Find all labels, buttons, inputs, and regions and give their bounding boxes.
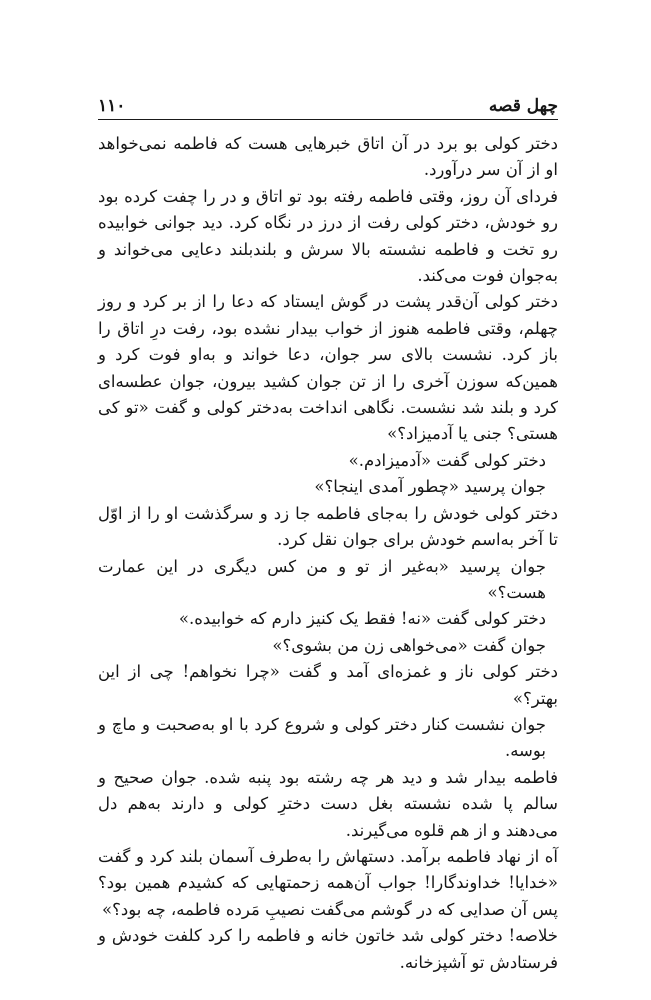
- paragraph: فردای آن روز، وقتی فاطمه رفته بود تو اتاق و در را چفت کرده بود رو خودش، دختر کولی رفت از درز در نگاه کرد. دید جوانی خوابیده رو تخت و فاطمه نشسته بالا سرش و بلندبلند دعایی می‌خواند و به‌جوان فوت می‌کند.: [98, 186, 558, 286]
- page-number: ۱۱۰: [98, 96, 126, 116]
- paragraph: جوان گفت «می‌خواهی زن من بشوی؟»: [272, 635, 546, 655]
- paragraph: دختر کولی گفت «آدمیزادم.»: [348, 450, 546, 470]
- paragraph: دختر کولی آن‌قدر پشت در گوش ایستاد که دعا را از بر کرد و روز چهلم، وقتی فاطمه هنوز از خواب بیدار نشده بود، رفت درِ اتاق را باز کرد. نشست بالای سر جوان، دعا خواند و به‌او فوت کرد و همین‌که سوزن آخری را از تن جوان کشید بیرون، جوان عطسه‌ای کرد و بلند شد نشست. نگاهی انداخت به‌دختر کولی و گفت «تو کی هستی؟ جنی یا آدمیزاد؟»: [98, 292, 558, 444]
- book-title: چهل قصه: [488, 96, 558, 116]
- paragraph: آه از نهاد فاطمه برآمد. دستهاش را به‌طرف آسمان بلند کرد و گفت «خدایا! خداوندگارا! جواب آن‌همه زحمتهایی که کشیدم همین بود؟ پس آن صدایی که در گوشم می‌گفت نصیبِ مَرده فاطمه، چه بود؟»: [98, 846, 558, 919]
- body-text: [98, 131, 558, 976]
- paragraph: جوان نشست کنار دختر کولی و شروع کرد با او به‌صحبت و ماچ و بوسه.: [98, 714, 546, 761]
- paragraph: جوان پرسید «چطور آمدی اینجا؟»: [314, 477, 546, 497]
- paragraph: فاطمه بیدار شد و دید هر چه رشته بود پنبه شده. جوان صحیح و سالم پا شده نشسته بغل دست دخترِ کولی و دارند به‌هم دل می‌دهند و از هم قلوه می‌گیرند.: [98, 767, 558, 840]
- paragraph: دختر کولی گفت «نه! فقط یک کنیز دارم که خوابیده.»: [178, 609, 546, 629]
- paragraph: خلاصه! دختر کولی شد خاتون خانه و فاطمه را کرد کلفت خودش و فرستادش تو آشپزخانه.: [98, 926, 558, 972]
- paragraph: جوان پرسید «به‌غیر از تو و من کس دیگری در این عمارت هست؟»: [98, 556, 546, 602]
- running-header: [98, 88, 558, 116]
- paragraph: دختر کولی بو برد در آن اتاق خبرهایی هست که فاطمه نمی‌خواهد او از آن سر درآورد.: [98, 134, 558, 180]
- paragraph: دختر کولی خودش را به‌جای فاطمه جا زد و سرگذشت او را از اوّل تا آخر به‌اسم خودش برای جوان نقل کرد.: [98, 503, 558, 550]
- header-rule: [98, 119, 558, 120]
- paragraph: دختر کولی ناز و غمزه‌ای آمد و گفت «چرا نخواهم! چی از این بهتر؟»: [98, 662, 558, 708]
